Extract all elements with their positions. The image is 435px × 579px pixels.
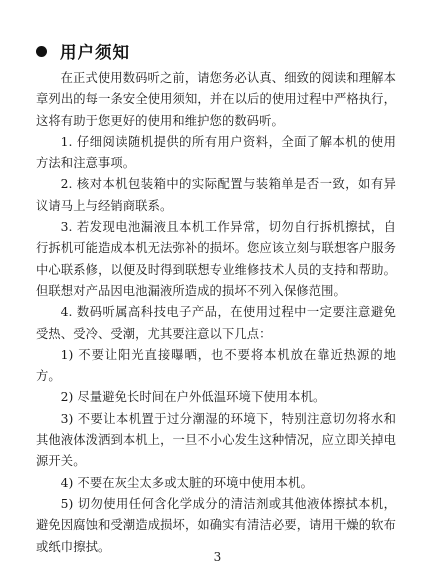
section-heading (36, 40, 130, 62)
intro-paragraph: 在正式使用数码听之前，请您务必认真、细致的阅读和理解本章列出的每一条安全使用须知，并在以后的使用过程中严格执行，这将有助于您更好的使用和维护您的数码听。 (36, 71, 396, 128)
item-2-paragraph: 2. 核对本机包装箱中的实际配置与装箱单是否一致，如有异议请马上与经销商联系。 (36, 177, 396, 213)
item-4-paragraph: 4. 数码听属高科技电子产品，在使用过程中一定要注意避免受热、受冷、受潮，尤其要注意以下几点： (36, 305, 396, 341)
notice-body (36, 68, 396, 558)
subitem-2-paragraph: 2) 尽量避免长时间在户外低温环境下使用本机。 (60, 390, 326, 405)
section-title: 用户须知 (60, 43, 130, 62)
subitem-4-paragraph: 4) 不要在灰尘太多或太脏的环境中使用本机。 (60, 475, 313, 490)
item-3-paragraph: 3. 若发现电池漏液且本机工作异常，切勿自行拆机擦拭，自行拆机可能造成本机无法弥补的损坏。您应该立刻与联想客户服务中心联系修，以便及时得到联想专业维修技术人员的支持和帮助。但联想对产品因电池漏液所造成的损坏不列入保修范围。 (36, 220, 396, 298)
item-1-paragraph: 1. 仔细阅读随机提供的所有用户资料，全面了解本机的使用方法和注意事项。 (36, 134, 396, 171)
subitem-5-paragraph: 5) 切勿使用任何含化学成分的清洁剂或其他液体擦拭本机，避免因腐蚀和受潮造成损坏，如确实有清洁必要，请用干燥的软布或纸巾擦拭。 (36, 496, 396, 554)
subitem-1-paragraph: 1) 不要让阳光直接曝晒，也不要将本机放在靠近热源的地 方。 (36, 347, 396, 384)
bullet-icon (36, 46, 47, 57)
subitem-3-paragraph: 3) 不要让本机置于过分潮湿的环境下，特别注意切勿将水和其他液体泼洒到本机上，一旦不小心发生这种情况，应立即关掉电源开关。 (36, 411, 396, 469)
page-number: 3 (213, 550, 222, 564)
